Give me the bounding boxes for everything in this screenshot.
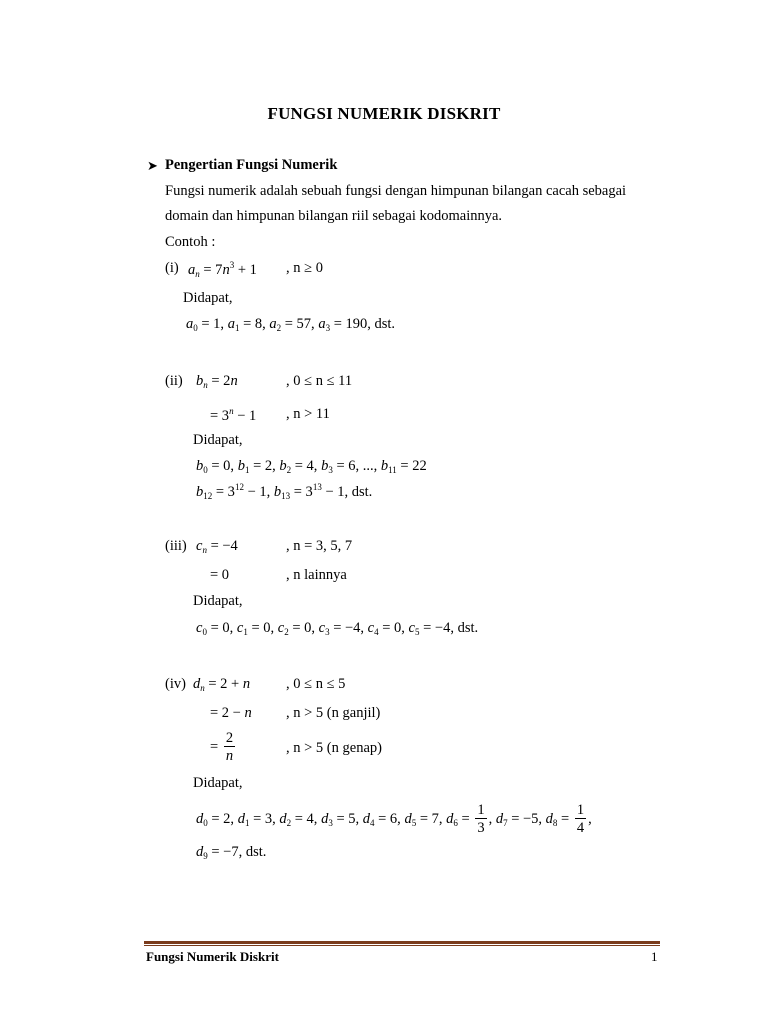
example-i-label: (i)	[165, 260, 179, 276]
arrow-bullet-icon: ➤	[147, 158, 158, 173]
example-iv-label: (iv)	[165, 676, 186, 692]
example-ii-label: (ii)	[165, 373, 183, 389]
result-iv-line-2: $d_9 = -7$, dst.	[196, 844, 267, 861]
footer-rule	[144, 941, 660, 944]
equation-c-n-2: = 0	[210, 567, 230, 583]
section-heading: Pengertian Fungsi Numerik	[165, 157, 338, 173]
result-iii: $c_0 = 0$, $c_1 = 0$, $c_2 = 0$, $c_3 = -4$, $c_4 = 0$, $c_5 = -4$, dst.	[196, 620, 479, 637]
condition-iv-b: , n > 5 (n ganjil)	[286, 705, 381, 721]
page-title: FUNGSI NUMERIK DISKRIT	[267, 104, 501, 123]
fraction-1-over-3: $\frac{1}{3}$	[477, 802, 485, 836]
result-ii-line-1: $b_0 = 0$, $b_1 = 2$, $b_2 = 4$, $b_3 = 6$, ..., $b_{11} = 22$	[196, 458, 427, 475]
equation-b-n-1: $b_n = 2n$	[196, 373, 238, 390]
condition-ii-a: , 0 ≤ n ≤ 11	[286, 373, 353, 389]
condition-ii-b: , n > 11	[286, 406, 330, 422]
condition-iv-c: , n > 5 (n genap)	[286, 740, 382, 756]
didapat-iii: Didapat,	[193, 593, 243, 609]
result-iv-line-1: $d_0 = 2$, $d_1 = 3$, $d_2 = 4$, $d_3 = 5$, $d_4 = 6$, $d_5 = 7$, $d_6$ = $\frac{1}{3}$ , $d_7 = -5$, $d_8$ = $\frac{1}{4}$ ,	[196, 802, 592, 836]
result-i: $a_0 = 1$, $a_1 = 8$, $a_2 = 57$, $a_3 = 190$, dst.	[186, 316, 396, 333]
condition-iv-a: , 0 ≤ n ≤ 5	[286, 676, 346, 692]
paragraph-line-2: domain dan himpunan bilangan riil sebagai kodomainnya.	[165, 208, 503, 224]
didapat-ii: Didapat,	[193, 432, 243, 448]
footer-rule-thin	[144, 945, 660, 946]
equation-d-n-1: $d_n = 2 + n$	[193, 676, 251, 693]
equation-a-n: $a_n = 7n^3 + 1$	[188, 260, 257, 279]
equation-d-n-3: = $\frac{2}{n}$	[210, 730, 234, 764]
didapat-iv: Didapat,	[193, 775, 243, 791]
condition-i: , n ≥ 0	[286, 260, 323, 276]
example-iii-label: (iii)	[165, 538, 187, 554]
equation-b-n-2: = $3^n - 1$	[210, 406, 257, 424]
fraction-2-over-n: $\frac{2}{n}$	[225, 730, 234, 764]
fraction-1-over-4: $\frac{1}{4}$	[576, 802, 585, 836]
paragraph-line-1: Fungsi numerik adalah sebuah fungsi dengan himpunan bilangan cacah sebagai	[165, 183, 627, 199]
example-label: Contoh :	[165, 234, 216, 250]
condition-iii-b: , n lainnya	[286, 567, 347, 583]
condition-iii-a: , n = 3, 5, 7	[286, 538, 353, 554]
result-ii-line-2: $b_{12} = 3^{12} - 1$, $b_{13} = 3^{13} - 1$, dst.	[196, 482, 373, 501]
equation-d-n-2: = 2 − n	[210, 705, 252, 721]
equation-c-n-1: $c_n = -4$	[196, 538, 238, 555]
footer-title: Fungsi Numerik Diskrit	[146, 949, 279, 964]
page-number: 1	[651, 949, 658, 964]
didapat-i: Didapat,	[183, 290, 233, 306]
